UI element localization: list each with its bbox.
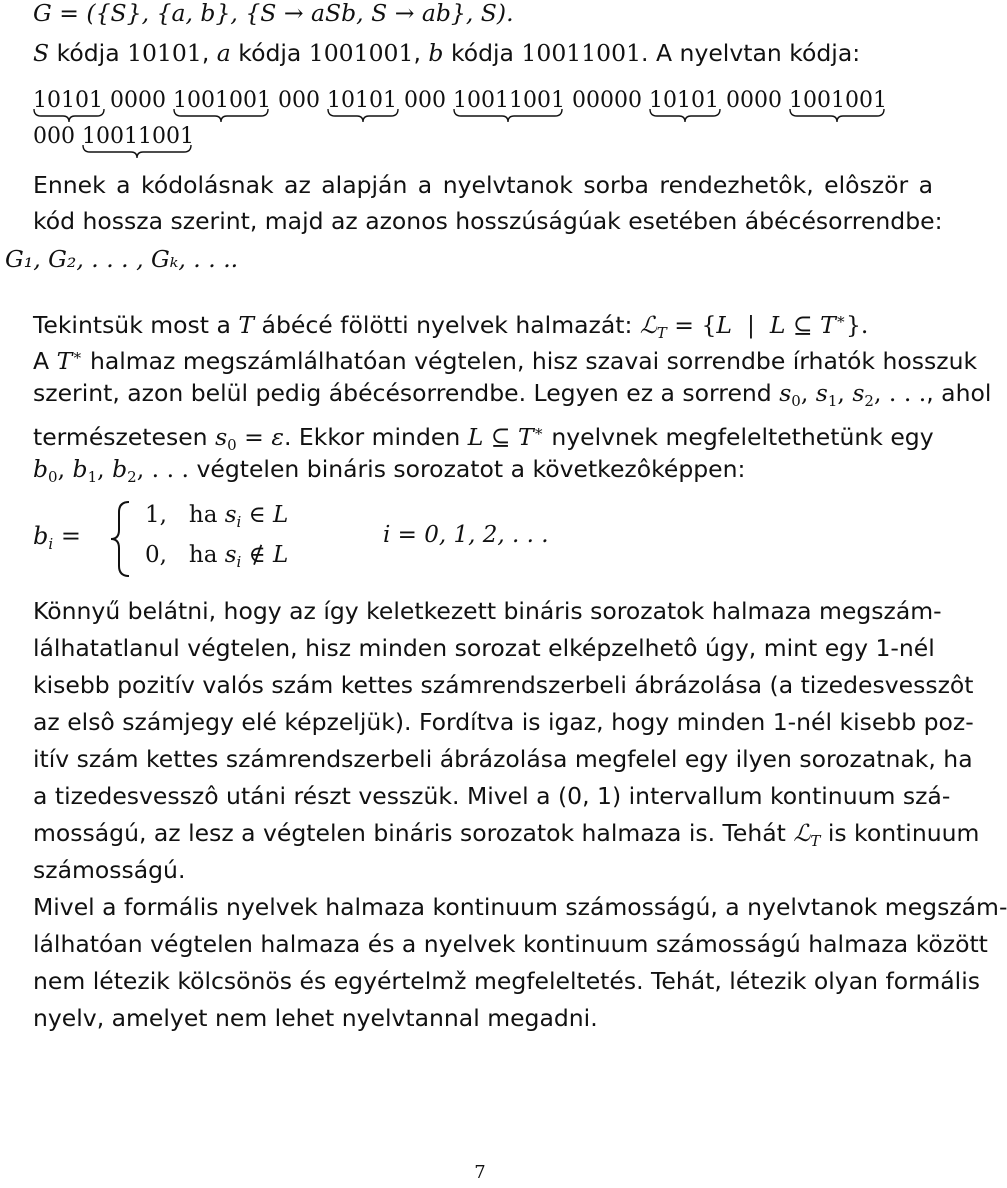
para2-line4: természetesen $s_0 = \varepsilon$. Ekkor minden L ⊆ T∗ nyelvnek megfeleltethetünk egy [33, 422, 934, 454]
code-group: 000 [33, 124, 75, 149]
language-code-label: A nyelvtan kódja: [656, 39, 861, 67]
para3-line6: a tizedesvesszô utáni részt vesszük. Mivel a (0, 1) intervallum kontinuum szá- [33, 782, 951, 810]
page-number: 7 [474, 1162, 486, 1183]
language-code-line-2 [33, 122, 194, 152]
symbol-a: a [216, 39, 231, 67]
code-group-braced: 10011001 [453, 86, 565, 116]
para1-line3: G₁, G₂, . . . , Gₖ, . . .. [5, 245, 239, 273]
case-1: 1, ha $s_i$ ∈ L [145, 502, 289, 531]
s-code: 10101 [127, 39, 202, 67]
para1-line1: Ennek a kódolásnak az alapján a nyelvtanok sorba rendezhetôk, elôször a [33, 171, 933, 199]
code-group: 0000 [110, 88, 166, 113]
para4-line2: lálhatóan végtelen halmaza és a nyelvek kontinuum számosságú halmaza között [33, 930, 988, 958]
cases-formula [33, 500, 733, 580]
code-group-braced: 10011001 [82, 122, 194, 152]
para4-line4: nyelv, amelyet nem lehet nyelvtannal megadni. [33, 1004, 598, 1032]
a-code-label: kódja [238, 39, 302, 67]
b-code: 10011001 [521, 39, 642, 67]
para3-line5: itív szám kettes számrendszerbeli ábrázolása megfelel egy ilyen sorozatnak, ha [33, 745, 973, 773]
b-code-label: kódja [450, 39, 514, 67]
code-group-braced: 1001001 [789, 86, 887, 116]
code-group-braced: 10101 [649, 86, 719, 116]
para3-line3: kisebb pozitív valós szám kettes számrendszerbeli ábrázolása (a tizedesvesszôt [33, 671, 974, 699]
para3-line1: Könnyű belátni, hogy az így keletkezett bináris sorozatok halmaza megszám- [33, 597, 942, 625]
code-group-braced: 10101 [327, 86, 397, 116]
language-code-line-1 [33, 86, 887, 116]
code-group: 000 [403, 88, 446, 113]
a-code: 1001001 [308, 39, 414, 67]
grammar-definition: G = ({S}, {a, b}, {S → aSb, S → ab}, S). [33, 0, 514, 27]
code-group-braced: 1001001 [173, 86, 271, 116]
para4-line3: nem létezik kölcsönös és egyértelmž megfeleltetés. Tehát, létezik olyan formális [33, 967, 980, 995]
para2-line1: Tekintsük most a T ábécé fölötti nyelvek halmazát: ℒ$_T$ = {L | L ⊆ T∗}. [33, 310, 869, 342]
s-code-label: kódja [56, 39, 120, 67]
para3-line7: mosságú, az lesz a végtelen bináris sorozatok halmaza is. Tehát ℒ$_T$ is kontinuum [33, 819, 980, 850]
cases-lhs: $b_i$ = [33, 522, 81, 553]
symbol-b: b [428, 39, 444, 67]
para3-line2: lálhatatlanul végtelen, hisz minden sorozat elképzelhetô úgy, mint egy 1-nél [33, 634, 935, 662]
symbol-s: S [33, 39, 50, 67]
para4-line1: Mivel a formális nyelvek halmaza kontinuum számosságú, a nyelvtanok megszám- [33, 893, 1007, 921]
index-range: i = 0, 1, 2, . . . [383, 522, 549, 548]
para2-line5: $b_0$, $b_1$, $b_2$, . . . végtelen bináris sorozatot a következôképpen: [33, 455, 746, 486]
para3-line8: számosságú. [33, 856, 186, 884]
para1-line2: kód hossza szerint, majd az azonos hosszúságúak esetében ábécésorrendbe: [33, 207, 943, 235]
para3-line4: az elsô számjegy elé képzeljük). Fordítva is igaz, hogy minden 1-nél kisebb poz- [33, 708, 974, 736]
symbol-codes-line: S kódja 10101, a kódja 1001001, b kódja 10011001. A nyelvtan kódja: [33, 39, 861, 67]
code-group-braced: 10101 [33, 86, 103, 116]
code-group: 000 [277, 88, 320, 113]
para2-line2: A T∗ halmaz megszámlálhatóan végtelen, hisz szavai sorrendbe írhatók hosszuk [33, 346, 978, 375]
case-2: 0, ha $s_i$ ∉ L [145, 542, 289, 571]
code-group: 00000 [571, 88, 642, 113]
para2-line3: szerint, azon belül pedig ábécésorrendbe. Legyen ez a sorrend $s_0$, $s_1$, $s_2$, . . ., ahol [33, 379, 992, 410]
code-group: 0000 [725, 88, 782, 113]
left-brace-icon [109, 500, 133, 578]
